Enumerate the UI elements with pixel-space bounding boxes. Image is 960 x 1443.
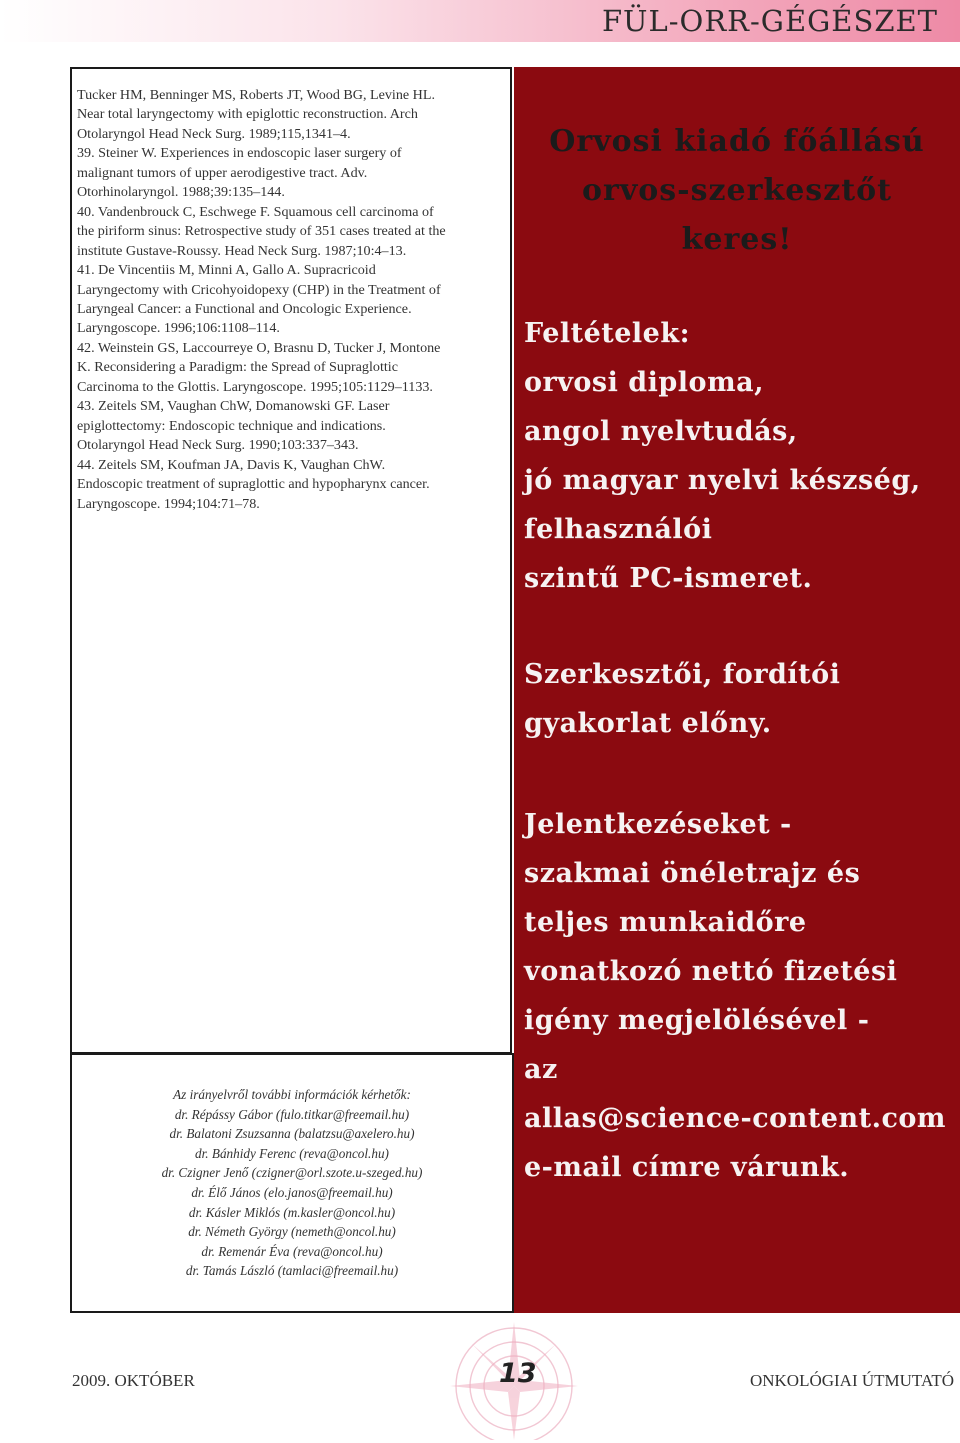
ad-apply-line: igény megjelölésével - <box>524 1005 870 1036</box>
ad-apply-line: szakmai önéletrajz és <box>524 858 861 889</box>
contact-line: dr. Németh György (nemeth@oncol.hu) <box>188 1224 396 1240</box>
reference-line: Laryngoscope. 1996;106:1108–114. <box>77 320 280 337</box>
header-band <box>0 0 960 42</box>
contact-line: dr. Czigner Jenő (czigner@orl.szote.u-szeged.hu) <box>161 1165 423 1181</box>
ad-apply <box>524 800 954 1192</box>
ad-headline <box>514 117 960 264</box>
ad-apply-line: Jelentkezéseket - <box>524 809 792 840</box>
reference-line: malignant tumors of upper aerodigestive tract. Adv. <box>77 164 368 181</box>
reference-line: Laryngeal Cancer: a Functional and Oncologic Experience. <box>77 300 412 317</box>
reference-line: Endoscopic treatment of supraglottic and hypopharynx cancer. <box>77 476 430 493</box>
contact-line: dr. Tamás László (tamlaci@freemail.hu) <box>185 1263 399 1279</box>
reference-line: Laryngectomy with Cricohyoidopexy (CHP) in the Treatment of <box>77 281 441 298</box>
ad-advantage-line: Szerkesztői, fordítói <box>524 659 841 690</box>
ad-apply-line: vonatkozó nettó fizetési <box>524 956 898 987</box>
reference-line: K. Reconsidering a Paradigm: the Spread of Supraglottic <box>77 359 398 376</box>
contact-line: dr. Remenár Éva (reva@oncol.hu) <box>201 1243 383 1259</box>
contact-line: dr. Répássy Gábor (fulo.titkar@freemail.hu) <box>174 1106 410 1122</box>
ad-requirement: orvosi diploma, <box>524 367 765 398</box>
ad-requirements-title: Feltételek: <box>524 318 691 349</box>
reference-line: Laryngoscope. 1994;104:71–78. <box>77 495 260 512</box>
reference-line: institute Gustave-Roussy. Head Neck Surg. 1987;10:4–13. <box>77 242 407 259</box>
reference-line: Otolaryngol Head Neck Surg. 1990;103:337–343. <box>77 437 359 454</box>
reference-line: 44. Zeitels SM, Koufman JA, Davis K, Vaughan ChW. <box>77 456 386 473</box>
reference-line: Carcinoma to the Glottis. Laryngoscope. 1995;105:1129–1133. <box>77 378 433 395</box>
ad-apply-line: az <box>524 1054 558 1085</box>
reference-line: 41. De Vincentiis M, Minni A, Gallo A. Supracricoid <box>77 262 376 279</box>
ad-apply-line: e-mail címre várunk. <box>524 1152 850 1183</box>
reference-line: Tucker HM, Benninger MS, Roberts JT, Wood BG, Levine HL. <box>77 87 435 103</box>
reference-line: 42. Weinstein GS, Laccourreye O, Brasnu D, Tucker J, Montone <box>77 339 441 356</box>
page-number: 13 <box>499 1358 537 1389</box>
footer-publication: ONKOLÓGIAI ÚTMUTATÓ <box>749 1371 954 1390</box>
ad-requirement: felhasználói <box>524 514 713 545</box>
reference-line: the piriform sinus: Retrospective study of 351 cases treated at the <box>77 223 446 240</box>
contact-info-box <box>70 1053 514 1313</box>
reference-line: epiglottectomy: Endoscopic technique and indications. <box>77 417 386 434</box>
ad-advantage-line: gyakorlat előny. <box>524 708 772 739</box>
references-box <box>70 67 512 1054</box>
reference-line: Otolaryngol Head Neck Surg. 1989;115,1341–4. <box>77 125 351 142</box>
reference-line: Otorhinolaryngol. 1988;39:135–144. <box>77 184 285 201</box>
reference-line: Near total laryngectomy with epiglottic reconstruction. Arch <box>77 106 418 123</box>
footer-date: 2009. OKTÓBER <box>72 1371 195 1390</box>
contact-line: dr. Balatoni Zsuzsanna (balatzsu@axelero.hu) <box>169 1126 415 1142</box>
reference-line: 40. Vandenbrouck C, Eschwege F. Squamous cell carcinoma of <box>77 203 434 220</box>
contact-line: dr. Bánhidy Ferenc (reva@oncol.hu) <box>195 1145 389 1161</box>
section-title: FÜL-ORR-GÉGÉSZET <box>601 4 938 38</box>
ad-requirement: szintű PC-ismeret. <box>524 563 813 594</box>
ad-headline-line: Orvosi kiadó főállású <box>549 124 925 159</box>
ad-headline-line: orvos-szerkesztőt <box>582 173 892 208</box>
ad-requirement: jó magyar nyelvi készség, <box>524 465 921 496</box>
ad-requirement: angol nyelvtudás, <box>524 416 798 447</box>
contact-line: dr. Élő János (elo.janos@freemail.hu) <box>191 1184 393 1200</box>
ad-requirements <box>524 309 954 603</box>
ad-advantage <box>524 650 954 748</box>
ad-headline-line: keres! <box>681 222 793 257</box>
ad-apply-line: teljes munkaidőre <box>524 907 807 938</box>
contact-intro: Az irányelvről további információk kérhetők: <box>173 1087 411 1102</box>
job-ad-panel <box>514 67 960 1313</box>
reference-line: 39. Steiner W. Experiences in endoscopic laser surgery of <box>77 145 402 162</box>
ad-email-link[interactable]: allas@science-content.com <box>524 1103 946 1134</box>
reference-line: 43. Zeitels SM, Vaughan ChW, Domanowski GF. Laser <box>77 398 390 415</box>
contact-line: dr. Kásler Miklós (m.kasler@oncol.hu) <box>188 1204 396 1220</box>
